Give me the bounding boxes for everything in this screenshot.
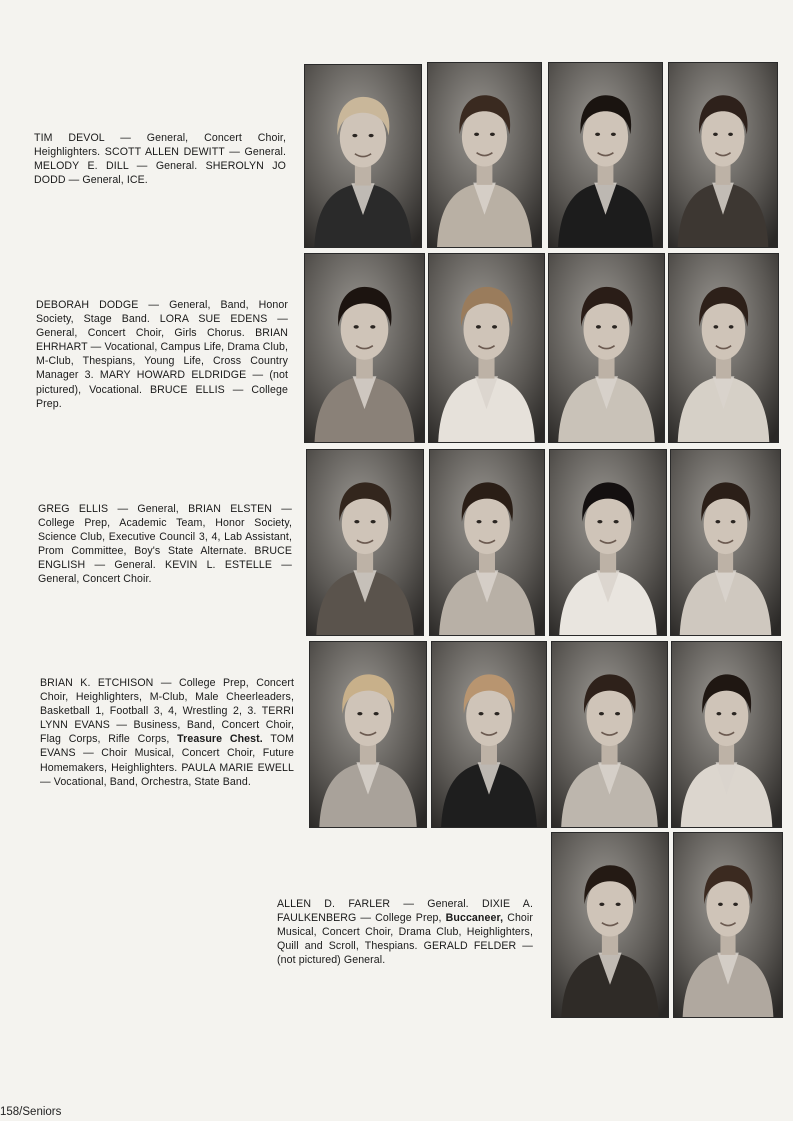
- portrait-photo: [670, 449, 781, 636]
- caption-row-4-text-b: TOM EVANS — Choir Musical, Concert Choir, Future Homemakers, Heighlighters. PAULA MARIE EWELL — Vocational, Band, Orchestra, State Band.: [40, 733, 294, 788]
- portrait-photo: [668, 62, 778, 248]
- page-folio: 158/Seniors: [0, 1106, 62, 1118]
- portrait-photo: [309, 641, 427, 828]
- portrait-photo: [429, 449, 545, 636]
- caption-row-4: [40, 676, 294, 789]
- portrait-photo: [548, 62, 663, 248]
- portrait-photo: [551, 832, 669, 1018]
- portrait-photo: [431, 641, 547, 828]
- caption-row-1: TIM DEVOL — General, Concert Choir, Heighlighters. SCOTT ALLEN DEWITT — General. MELODY E. DILL — General. SHEROLYN JO DODD — General, ICE.: [34, 132, 286, 187]
- portrait-photo: [304, 253, 425, 443]
- portrait-photo: [427, 62, 542, 248]
- portrait-photo: [304, 64, 422, 248]
- caption-row-3: GREG ELLIS — General, BRIAN ELSTEN — College Prep, Academic Team, Honor Society, Science Club, Executive Council 3, 4, Lab Assistant, Prom Committee, Boy's State Alternate. BRUCE ENGLISH — General. KEVIN L. ESTELLE — General, Concert Choir.: [38, 503, 292, 586]
- portrait-photo: [673, 832, 783, 1018]
- portrait-photo: [671, 641, 782, 828]
- caption-row-5-text-a: ALLEN D. FARLER — General. DIXIE A. FAULKENBERG — College Prep,: [277, 898, 533, 925]
- portrait-photo: [668, 253, 779, 443]
- caption-row-4-text-a: BRIAN K. ETCHISON — College Prep, Concert Choir, Heighlighters, M-Club, Male Cheerleaders, Basketball 1, Football 3, 4, Wrestling 2, 3. TERRI LYNN EVANS — Business, Band, Concert Choir, Flag Corps, Rifle Corps,: [40, 677, 294, 746]
- portrait-photo: [549, 449, 667, 636]
- portrait-photo: [306, 449, 424, 636]
- portrait-photo: [551, 641, 668, 828]
- caption-row-4-bold: Treasure Chest.: [177, 733, 263, 746]
- caption-row-2: DEBORAH DODGE — General, Band, Honor Society, Stage Band. LORA SUE EDENS — General, Concert Choir, Girls Chorus. BRIAN EHRHART — Vocational, Campus Life, Drama Club, M-Club, Thespians, Young Life, Cross Country Manager 3. MARY HOWARD ELDRIDGE — (not pictured), Vocational. BRUCE ELLIS — College Prep.: [36, 299, 288, 410]
- portrait-photo: [428, 253, 545, 443]
- caption-row-5: [277, 897, 533, 967]
- portrait-photo: [548, 253, 665, 443]
- caption-row-5-bold: Buccaneer,: [445, 912, 504, 925]
- caption-row-5-text-b: Choir Musical, Concert Choir, Drama Club, Heighlighters, Quill and Scroll, Thespians. GERALD FELDER — (not pictured) General.: [277, 912, 534, 967]
